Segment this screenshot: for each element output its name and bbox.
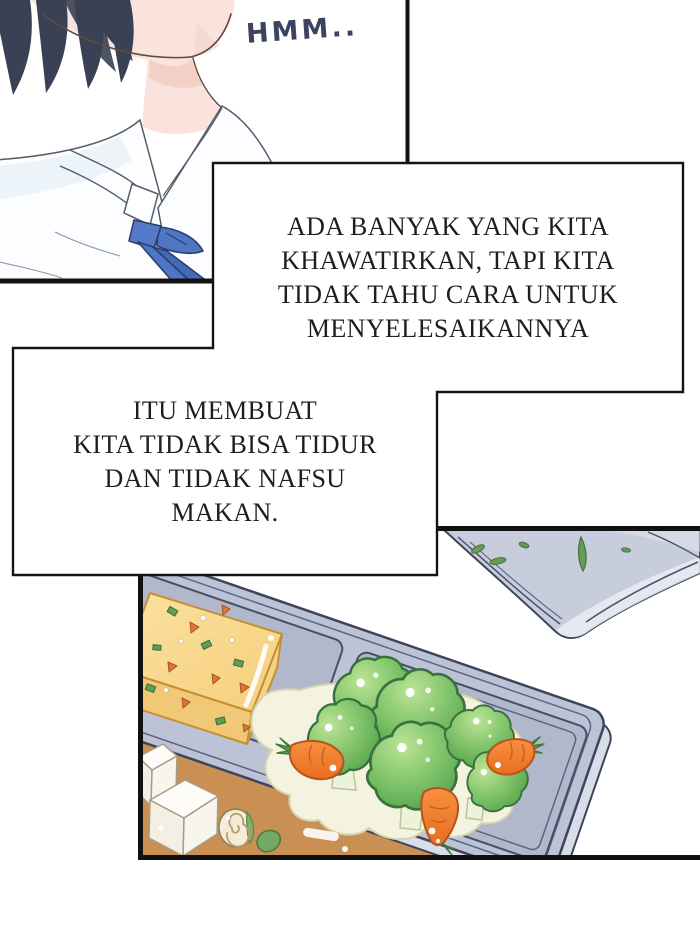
panel-border-food-top: [437, 526, 700, 531]
speech-line: ITU MEMBUAT: [132, 395, 318, 425]
panel-border-food-bottom: [138, 855, 700, 860]
empty-tray: [443, 529, 700, 638]
speech-bubble-2: [15, 350, 435, 573]
panel-border-food-left: [138, 575, 143, 860]
sfx-hmm: HMM..: [245, 11, 359, 50]
panel-border-top-right: [406, 0, 410, 164]
food-panel: [16, 529, 700, 896]
panel-border-top-bottom: [0, 279, 217, 284]
speech-line: TIDAK TAHU CARA UNTUK: [277, 279, 619, 309]
speech-line: MENYELESAIKANNYA: [306, 313, 590, 343]
speech-line: KHAWATIRKAN, TAPI KITA: [281, 245, 615, 275]
speech-line: MAKAN.: [171, 497, 279, 527]
speech-line: KITA TIDAK BISA TIDUR: [73, 429, 377, 459]
speech-line: DAN TIDAK NAFSU: [104, 463, 346, 493]
speech-line: ADA BANYAK YANG KITA: [286, 211, 609, 241]
